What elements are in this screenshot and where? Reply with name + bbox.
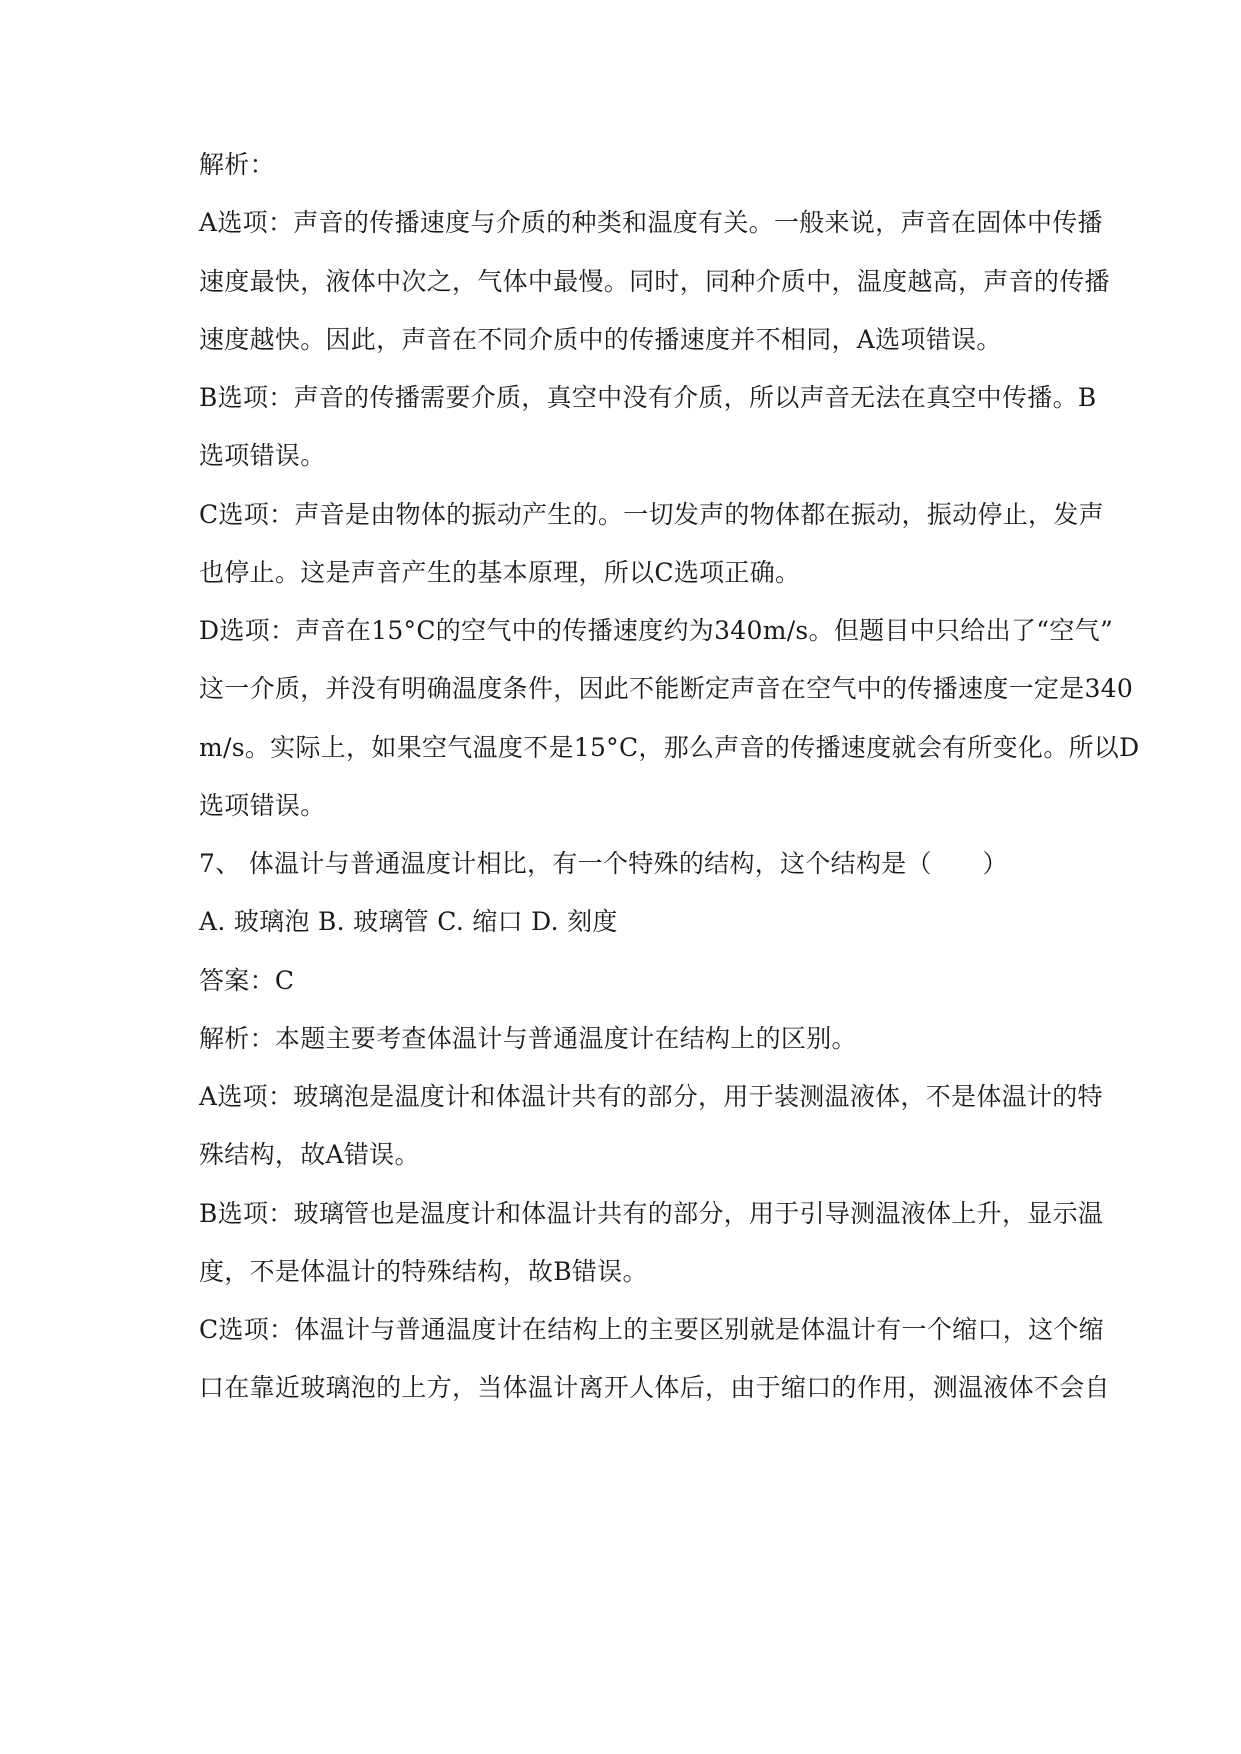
text-line-option-b-2: 选项错误。	[199, 441, 326, 470]
question-7-stem: 7、 体温计与普通温度计相比，有一个特殊的结构，这个结构是（ ）	[199, 849, 1008, 878]
text-line-option-a-1: A选项：声音的传播速度与介质的种类和温度有关。一般来说，声音在固体中传播	[199, 208, 1103, 237]
text-line-option-d-4: 选项错误。	[199, 791, 326, 820]
text-line-q7-option-b-2: 度，不是体温计的特殊结构，故B错误。	[199, 1257, 648, 1286]
text-line-option-a-3: 速度越快。因此，声音在不同介质中的传播速度并不相同，A选项错误。	[199, 325, 1002, 354]
text-line-q7-option-c-1: C选项：体温计与普通温度计在结构上的主要区别就是体温计有一个缩口，这个缩	[199, 1315, 1104, 1344]
text-line-option-b-1: B选项：声音的传播需要介质，真空中没有介质，所以声音无法在真空中传播。B	[199, 383, 1097, 412]
text-line-analysis-header-2: 解析：本题主要考查体温计与普通温度计在结构上的区别。	[199, 1024, 857, 1053]
text-line-q7-option-b-1: B选项：玻璃管也是温度计和体温计共有的部分，用于引导测温液体上升，显示温	[199, 1199, 1104, 1228]
question-7-answer: 答案：C	[199, 966, 295, 995]
text-line-q7-option-c-2: 口在靠近玻璃泡的上方，当体温计离开人体后，由于缩口的作用，测温液体不会自	[199, 1373, 1110, 1402]
text-line-option-c-1: C选项：声音是由物体的振动产生的。一切发声的物体都在振动，振动停止，发声	[199, 500, 1104, 529]
text-line-option-d-1: D选项：声音在15°C的空气中的传播速度约为340m/s。但题目中只给出了“空气”	[199, 616, 1114, 645]
text-line-option-d-3: m/s。实际上，如果空气温度不是15°C，那么声音的传播速度就会有所变化。所以D	[199, 733, 1140, 762]
text-line-analysis-header-1: 解析：	[199, 150, 275, 179]
question-7-choices: A. 玻璃泡 B. 玻璃管 C. 缩口 D. 刻度	[199, 907, 618, 936]
text-line-q7-option-a-2: 殊结构，故A错误。	[199, 1140, 420, 1169]
text-line-option-d-2: 这一介质，并没有明确温度条件，因此不能断定声音在空气中的传播速度一定是340	[199, 674, 1134, 703]
text-line-q7-option-a-1: A选项：玻璃泡是温度计和体温计共有的部分，用于装测温液体，不是体温计的特	[199, 1082, 1103, 1111]
text-line-option-a-2: 速度最快，液体中次之，气体中最慢。同时，同种介质中，温度越高，声音的传播	[199, 267, 1110, 296]
text-line-option-c-2: 也停止。这是声音产生的基本原理，所以C选项正确。	[199, 558, 801, 587]
